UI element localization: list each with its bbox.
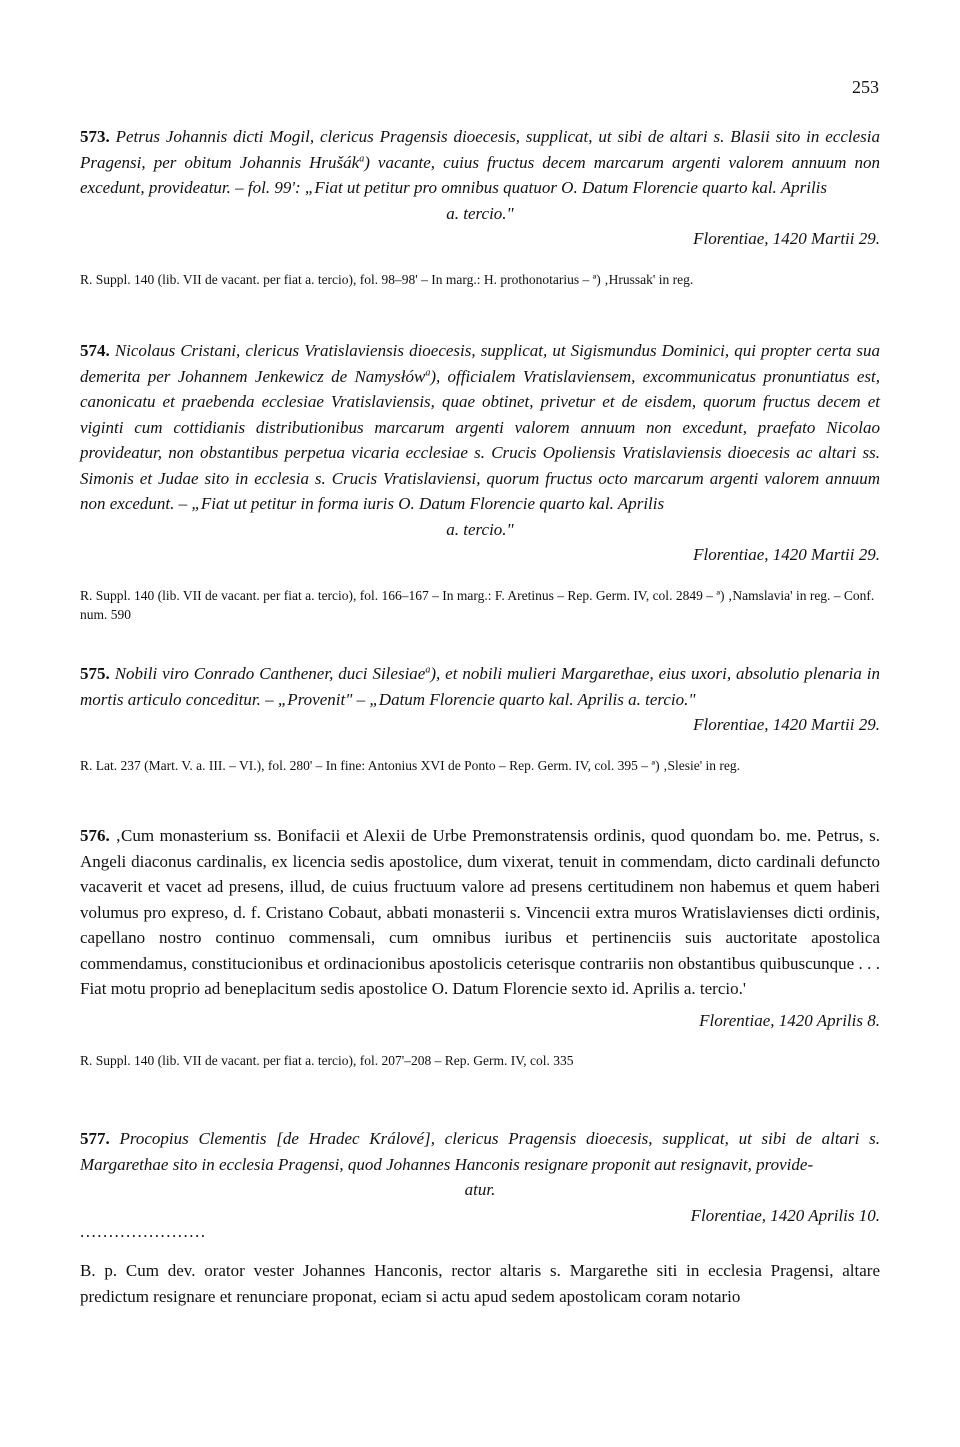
entry-body-continued: ), et nobili mulieri Margarethae, eius uxori, absolutio plenaria in mortis articulo conceditur. – „Provenit" – „Datum Florencie quarto kal. Aprilis a. tercio." bbox=[80, 664, 881, 709]
dateline: Florentiae, 1420 Aprilis 8. bbox=[699, 1010, 880, 1030]
entry-577 bbox=[80, 1126, 880, 1228]
entry-575 bbox=[80, 661, 880, 775]
footnote-mark: a bbox=[425, 366, 431, 378]
entry-body-continued: ), officialem Vratislaviensem, excommunicatus pronuntiatus est, canonicatu et praebenda ecclesiae Vratislaviensis, quae obtinet, privetur et de eisdem, quorum fructus decem et viginti cum cottidianis distributionibus marcarum argenti valorem annuum non excedunt, praefato Nicolao provideatur, non obstantibus perpetua vicaria ecclesiae s. Crucis Opoliensis Vratislaviensis dioecesis ac altari ss. Simonis et Judae sito in ecclesia s. Crucis Vratislaviensi, quorum fructus octo marcarum argenti valorem annuum non excedunt. – „Fiat ut petitur in forma iuris O. Datum Florencie quarto kal. Aprilis bbox=[80, 366, 880, 513]
page-number: 253 bbox=[852, 77, 879, 97]
entry-body: Petrus Johannis dicti Mogil, clericus Pragensis dioecesis, supplicat, ut sibi de altari s. Blasii sito in ecclesia Pragensi, per obitum Johannis Hrušák bbox=[80, 127, 881, 172]
entry-text bbox=[80, 124, 880, 201]
entry-body: ‚Cum monasterium ss. Bonifacii et Alexii de Urbe Premonstratensis ordinis, quod quondam bo. me. Petrus, s. Angeli diaconus cardinalis, ex licencia sedis apostolice, dum vixerat, tenuit in commendam, dicto cardinali defuncto vacaverit et vacet ad presens, illud, de cuius fructuum valore ad presens certitudinem non habemus et quem haberi volumus pro expreso, d. f. Cristano Cobaut, abbati monasterii s. Vincencii extra muros Wratislavienses dicti ordinis, capellano nostro continuo commensali, cum omnibus iuribus et pertinenciis suis auctoritate apostolica commendamus, constitucionibus et ordinacionibus apostolicis ceterisque contrariis non obstantibus quibuscunque . . . Fiat motu proprio ad beneplacitum sedis apostolice O. Datum Florencie sexto id. Aprilis a. tercio.' bbox=[80, 826, 881, 998]
footnote-mark: a bbox=[359, 152, 365, 164]
entry-text bbox=[80, 338, 880, 517]
entry-573 bbox=[80, 124, 880, 289]
entry-576 bbox=[80, 823, 880, 1070]
footnote-mark: a bbox=[425, 664, 431, 676]
dateline: Florentiae, 1420 Aprilis 10. bbox=[690, 1205, 880, 1225]
entry-number: 573. bbox=[80, 127, 110, 146]
entry-text bbox=[80, 661, 880, 712]
dateline: Florentiae, 1420 Martii 29. bbox=[693, 715, 880, 734]
entry-final-line: atur. bbox=[464, 1180, 496, 1199]
source-note: R. Suppl. 140 (lib. VII de vacant. per fiat a. tercio), fol. 166–167 – In marg.: F. Aretinus – Rep. Germ. IV, col. 2849 – ª) ‚Namslavia' in reg. – Conf. num. 590 bbox=[80, 587, 875, 622]
closing-paragraph bbox=[80, 1258, 880, 1309]
source-note: R. Suppl. 140 (lib. VII de vacant. per fiat a. tercio), fol. 98–98' – In marg.: H. prothonotarius – ª) ‚Hrussak' in reg. bbox=[80, 271, 694, 287]
closing-text: B. p. Cum dev. orator vester Johannes Hanconis, rector altaris s. Margarethe siti in ecclesia Pragensi, altare predictum resignare et renunciare proponat, eciam si actu apud sedem apostolicam coram notario bbox=[80, 1261, 880, 1306]
source-note: R. Lat. 237 (Mart. V. a. III. – VI.), fol. 280' – In fine: Antonius XVI de Ponto – Rep. Germ. IV, col. 395 – ª) ‚Slesie' in reg. bbox=[80, 757, 741, 773]
dateline: Florentiae, 1420 Martii 29. bbox=[693, 545, 880, 564]
entry-number: 574. bbox=[80, 341, 110, 360]
entry-final-line: a. tercio." bbox=[446, 519, 514, 539]
entry-574 bbox=[80, 338, 880, 624]
entry-body: Nobili viro Conrado Canthener, duci Silesiae bbox=[114, 664, 426, 683]
separator-dots: ...................... bbox=[80, 1222, 207, 1241]
entry-body: Procopius Clementis [de Hradec Králové], clericus Pragensis dioecesis, supplicat, ut sibi de altari s. Margarethae sito in ecclesia Pragensi, quod Johannes Hanconis resignare proponit aut resignavit, provide- bbox=[80, 1129, 880, 1174]
entry-final-line: a. tercio." bbox=[446, 203, 514, 223]
entry-text bbox=[80, 1126, 880, 1177]
entry-body: Nicolaus Cristani, clericus Vratislaviensis dioecesis, supplicat, ut Sigismundus Dominici, qui propter certa sua demerita per Johannem Jenkewicz de Namysłów bbox=[80, 341, 880, 386]
entry-number: 575. bbox=[80, 664, 110, 683]
entry-body-continued: ) vacante, cuius fructus decem marcarum argenti valorem annuum non excedunt, provideatur. – fol. 99': „Fiat ut petitur pro omnibus quatuor O. Datum Florencie quarto kal. Aprilis bbox=[80, 152, 880, 197]
entry-text bbox=[80, 823, 880, 1002]
entry-number: 577. bbox=[80, 1129, 110, 1148]
entry-number: 576. bbox=[80, 826, 110, 845]
source-note: R. Suppl. 140 (lib. VII de vacant. per fiat a. tercio), fol. 207'–208 – Rep. Germ. IV, col. 335 bbox=[80, 1053, 574, 1068]
dateline: Florentiae, 1420 Martii 29. bbox=[693, 229, 880, 248]
